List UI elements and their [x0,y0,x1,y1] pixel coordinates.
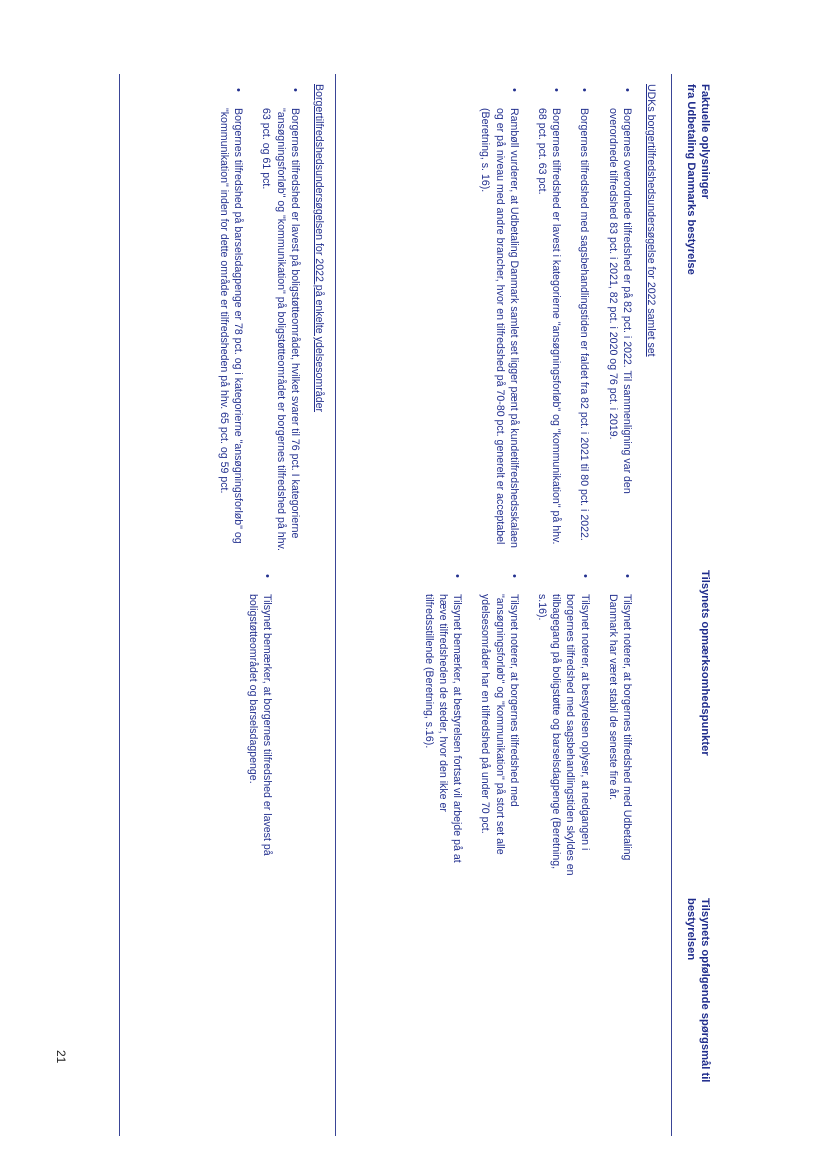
row1-facts [464,84,658,554]
row1-attention-points [408,570,634,880]
header-facts [684,84,712,275]
row2-facts-subheading: Borgertilfredshedsundersøgelsen for 2022 på enkelte ydelsesområder [313,84,325,413]
bullet-icon: • [550,88,563,92]
list-item: • Tilsynet noterer, at borgernes tilfredshed med Udbetaling Danmark har været stabil de seneste fire år. [606,574,633,861]
row2-facts [203,84,326,554]
bullet-icon: • [288,88,301,92]
row2-attention-points [232,570,274,880]
row1-attention-list [422,570,634,880]
list-item: • Borgernes overordnede tilfredshed er på 82 pct. i 2022. Til sammenligning var den overordnede tilfredshed 83 pct. i 2021, 82 pct. i 2020 og 76 pct. i 2019. [606,88,633,494]
header-facts-line1: Faktuelle oplysninger [699,84,711,200]
bullet-icon: • [261,574,273,578]
list-item: • Tilsynet noterer, at bestyrelsen oplyser, at nedgangen i borgernes tilfredshed med sagsbehandlingstiden skyldes en tilbagegang på boligstøtte og barselsdagpenge (Beretning, s.16). [535,574,591,876]
row1-facts-list [478,84,634,554]
row-separator-rule [335,74,336,1136]
header-facts-line2: fra Udbetaling Danmarks bestyrelse [685,84,697,275]
bullet-icon: • [620,88,633,92]
list-item: • Borgernes tilfredshed på barselsdagpenge er 78 pct. og i kategorierne "ansøgningsforløb" og "kommunikation" inden for dette område er tilfredsheden på hhv. 65 pct. og 59 pct. [217,88,245,544]
bullet-icon: • [507,574,520,578]
header-attention-points: Tilsynets opmærksomhedspunkter [699,570,711,756]
bullet-icon: • [621,574,633,578]
list-item: • Borgernes tilfredshed er lavest i kategorierne "ansøgningsforløb" og "kommunikation" på hhv. 68 pct. pct. 63 pct. [535,88,563,545]
list-item: • Borgernes tilfredshed med sagsbehandlingstiden er faldet fra 82 pct. i 2021 til 80 pct. i 2022. [578,88,591,541]
page-number: 21 [54,1050,68,1064]
list-item: • Tilsynet bemærker, at bestyrelsen fortsat vil arbejde på at hæve tilfredsheden de steder, hvor den ikke er tilfredsstillende (Beretning, s.16). [422,574,464,863]
bullet-icon: • [451,574,464,578]
bullet-icon: • [578,574,591,578]
row1-facts-subheading: UDKs borgertilfredshedsundersøgelse for 2022 samlet set [645,84,657,357]
bullet-icon: • [507,88,520,92]
header-follow-up-line2: bestyrelsen [685,898,697,961]
bottom-rule [119,74,120,1136]
list-item: • Rambøll vurderer, at Udbetaling Danmark samlet set ligger pænt på kundetilfredshedsskalaen og er på niveau med andre brancher, hvor en tilfredshed på 70-80 pct. generelt er acceptabel (Beretning, s. 16). [479,88,520,548]
row2-facts-list [217,84,302,554]
bullet-icon: • [232,88,245,92]
header-rule [671,74,672,1136]
list-item: • Tilsynet noterer, at borgernes tilfredshed med "ansøgningsforløb" og "kommunikation" på stort set alle ydelsesområder har en tilfredshed på under 70 pct. [479,574,520,855]
bullet-icon: • [578,88,591,92]
header-follow-up-line1: Tilsynets opfølgende spørgsmål til [699,898,711,1083]
list-item: • Borgernes tilfredshed er lavest på boligstøtteområdet, hvilket svarer til 76 pct. I kategorierne "ansøgningsforløb" og "kommunikation" på boligstøtteområdet er borgernes tilfredshed på hhv. 63 pct. og 61 pct. [260,88,301,551]
header-follow-up [684,898,712,1128]
row2-attention-list [246,570,274,880]
list-item: • Tilsynet bemærker, at borgernes tilfredshed er lavest på boligstøtteområdet og barselsdagpenge. [246,574,273,856]
